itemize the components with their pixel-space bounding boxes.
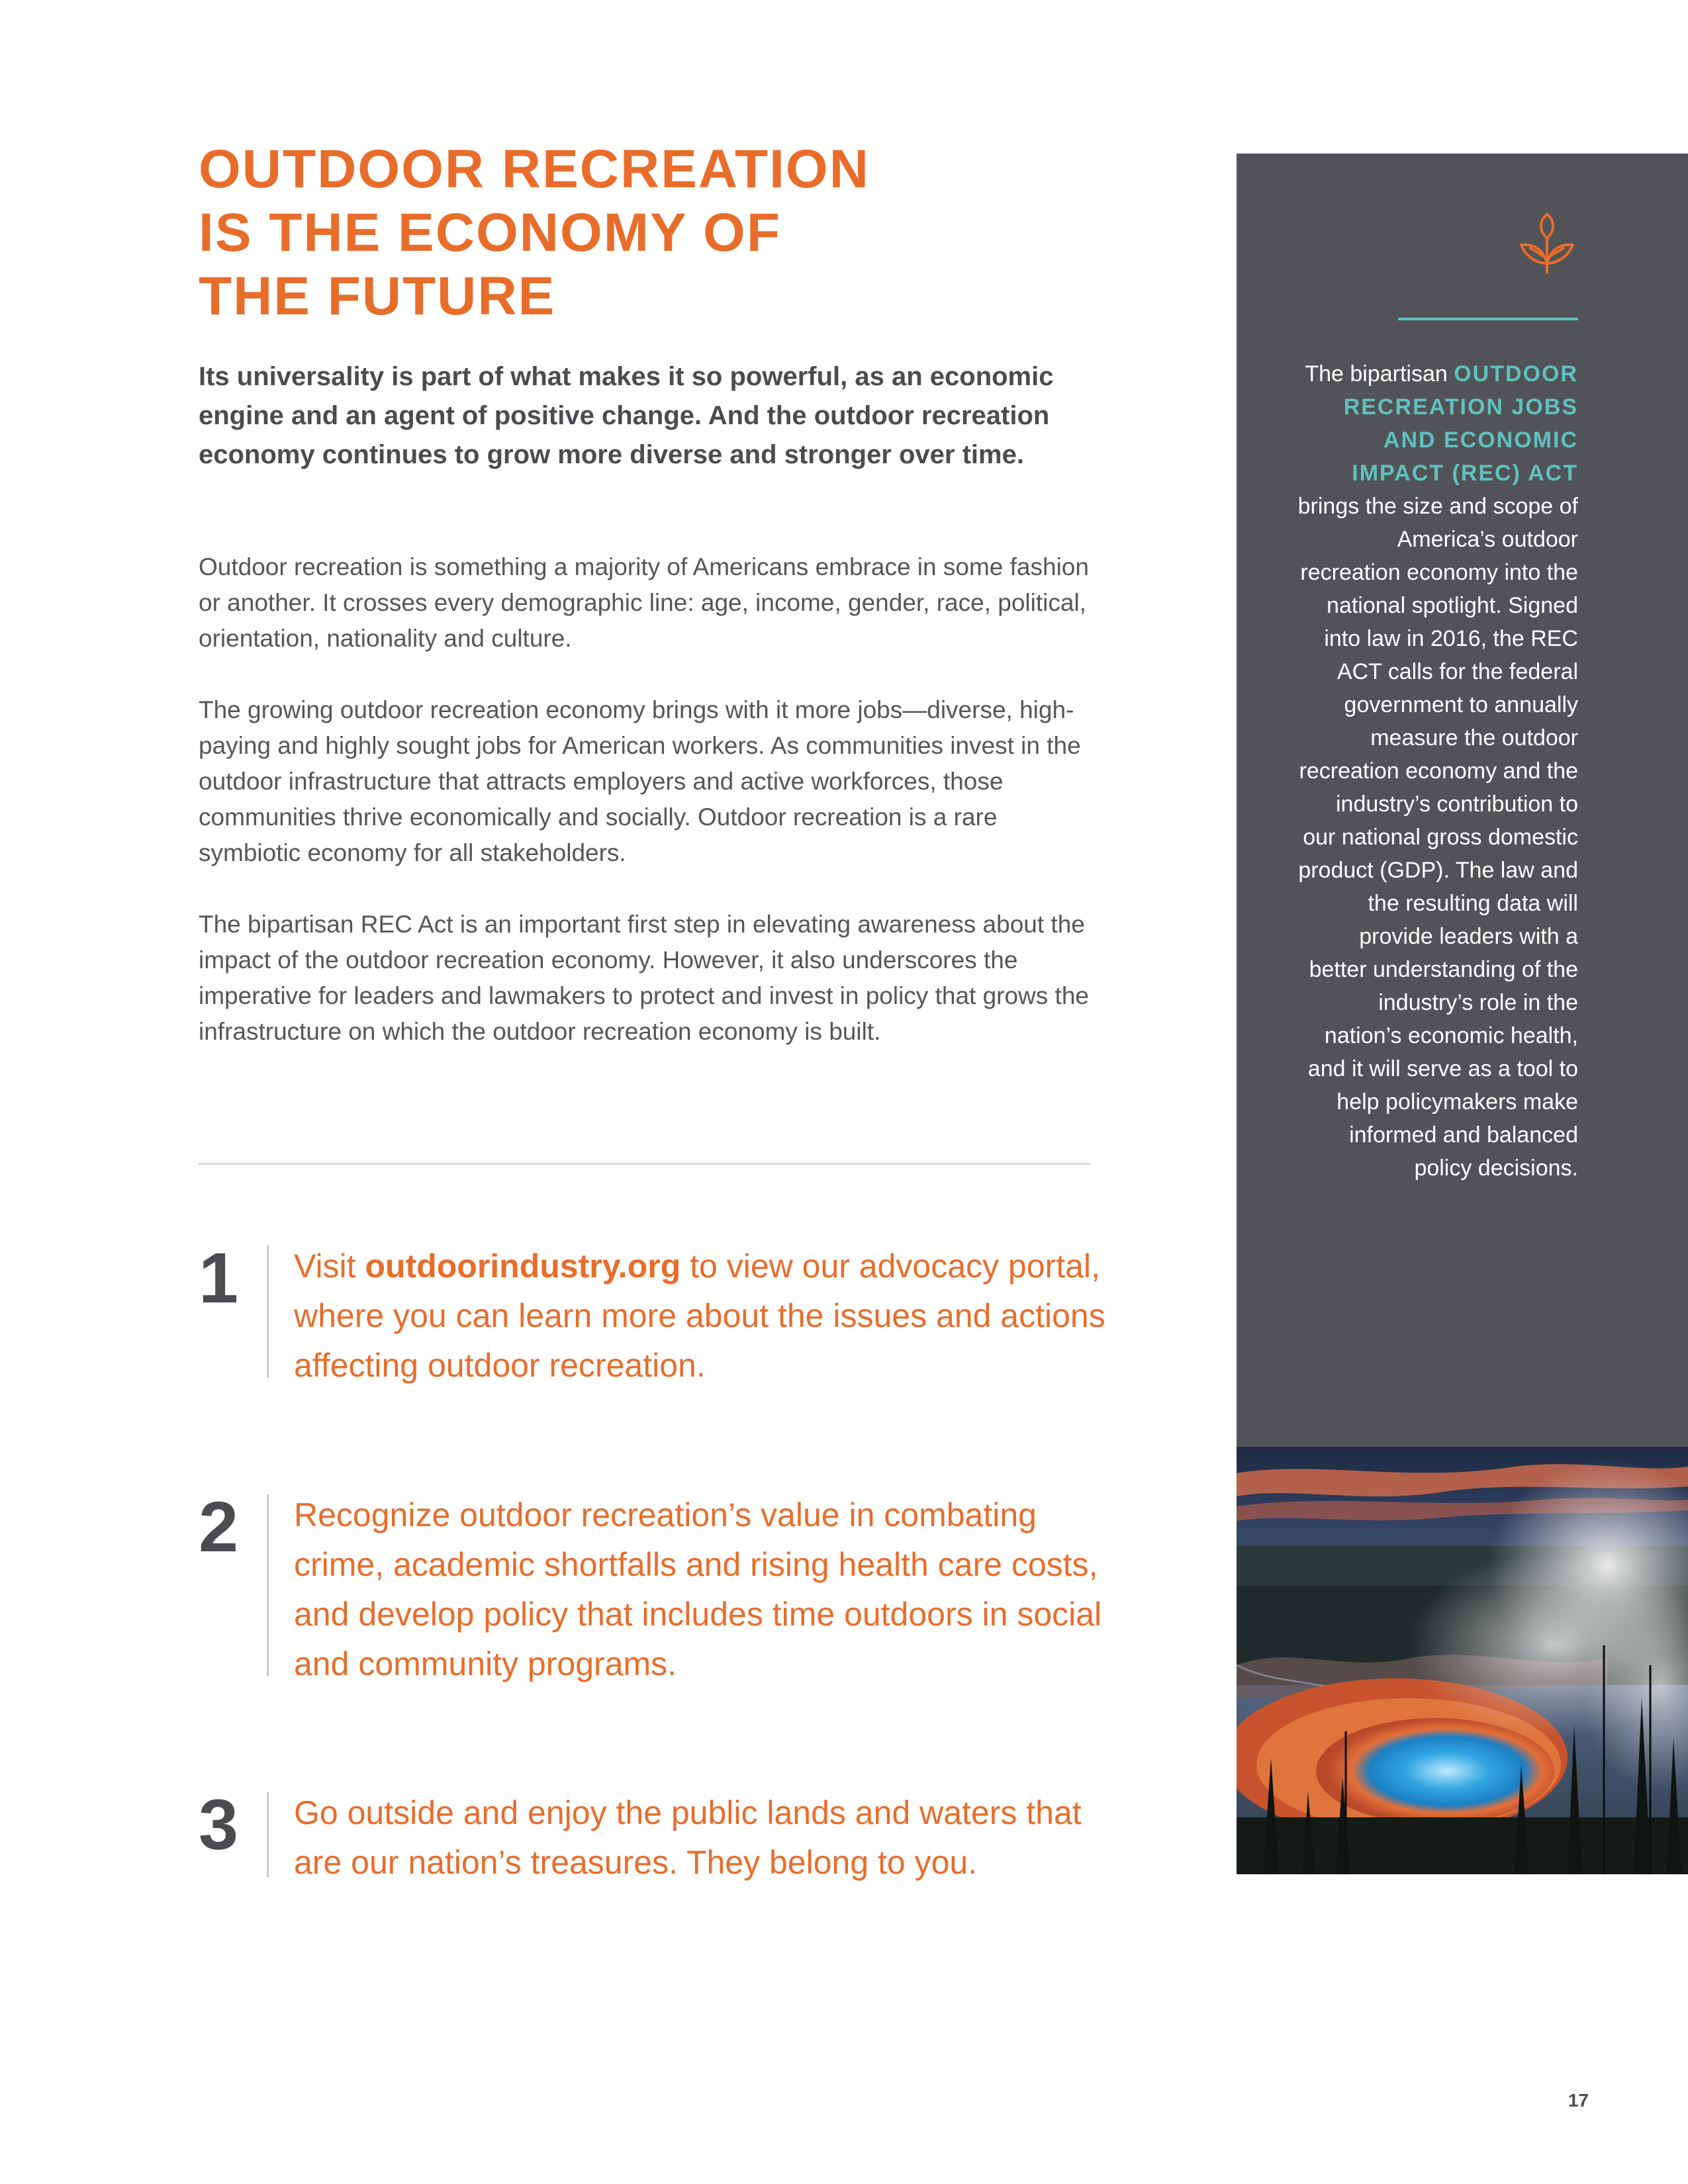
- step-divider: [267, 1246, 269, 1378]
- step-number: 1: [199, 1238, 239, 1318]
- step-divider: [267, 1792, 269, 1877]
- sidebar-divider: [1398, 318, 1578, 320]
- lead-paragraph: Its universality is part of what makes it so powerful, as an economic engine and an agent of positive change. And the outdoor recreation economy continues to grow more diverse and stronger over time.: [199, 362, 1054, 469]
- title-line-1: OUTDOOR RECREATION: [199, 139, 870, 199]
- step-text: Go outside and enjoy the public lands and waters that are our nation’s treasures. They belong to you.: [294, 1794, 1082, 1881]
- advocacy-link[interactable]: outdoorindustry.org: [365, 1248, 681, 1285]
- body-paragraph-2: The growing outdoor recreation economy brings with it more jobs—diverse, high-paying and highly sought jobs for American workers. As communities invest in the outdoor infrastructure that attracts employers and active workforces, those communities thrive economically and socially. Outdoor recreation is a rare symbiotic economy for all stakeholders.: [199, 696, 1081, 866]
- body-paragraph-1: Outdoor recreation is something a majority of Americans embrace in some fashion or another. It crosses every demographic line: age, income, gender, race, political, orientation, nationality and culture.: [199, 553, 1089, 652]
- step-number: 3: [199, 1784, 239, 1864]
- step-text-prefix: Visit: [294, 1248, 365, 1285]
- leaf-sprout-icon: [1511, 212, 1583, 278]
- landscape-photo: [1237, 1447, 1688, 1874]
- rec-act-highlight: OUTDOOR RECREATION JOBS AND ECONOMIC IMPACT (REC) ACT: [1343, 361, 1578, 486]
- page-title: [199, 138, 1059, 328]
- sidebar-body: brings the size and scope of America’s outdoor recreation economy into the national spotlight. Signed into law in 2016, the REC ACT calls for the federal government to annually measure the outdoor recreation economy and the industry’s contribution to our national gross domestic product (GDP). The law and the resulting data will provide leaders with a better understanding of the industry’s role in the nation’s economic health, and it will serve as a tool to help policymakers make informed and balanced policy decisions.: [1297, 494, 1578, 1181]
- step-text-body: to view our advocacy portal, where you can learn more about the issues and actions affecting outdoor recreation.: [294, 1248, 1105, 1384]
- step-divider: [267, 1494, 269, 1676]
- title-line-2: IS THE ECONOMY OF: [199, 203, 781, 263]
- section-divider: [199, 1163, 1091, 1165]
- page-number: 17: [1568, 2090, 1589, 2111]
- title-line-3: THE FUTURE: [199, 266, 556, 326]
- step-text: [294, 1242, 1115, 1390]
- body-paragraph-3: The bipartisan REC Act is an important first step in elevating awareness about the impact of the outdoor recreation economy. However, it also underscores the imperative for leaders and lawmakers to protect and invest in policy that grows the infrastructure on which the outdoor recreation economy is built.: [199, 911, 1089, 1045]
- step-text: Recognize outdoor recreation’s value in combating crime, academic shortfalls and rising health care costs, and develop policy that includes time outdoors in social and community programs.: [294, 1496, 1102, 1682]
- step-number: 2: [199, 1486, 239, 1567]
- sidebar-intro: The bipartisan: [1305, 361, 1454, 387]
- sidebar-text: [1297, 357, 1578, 1185]
